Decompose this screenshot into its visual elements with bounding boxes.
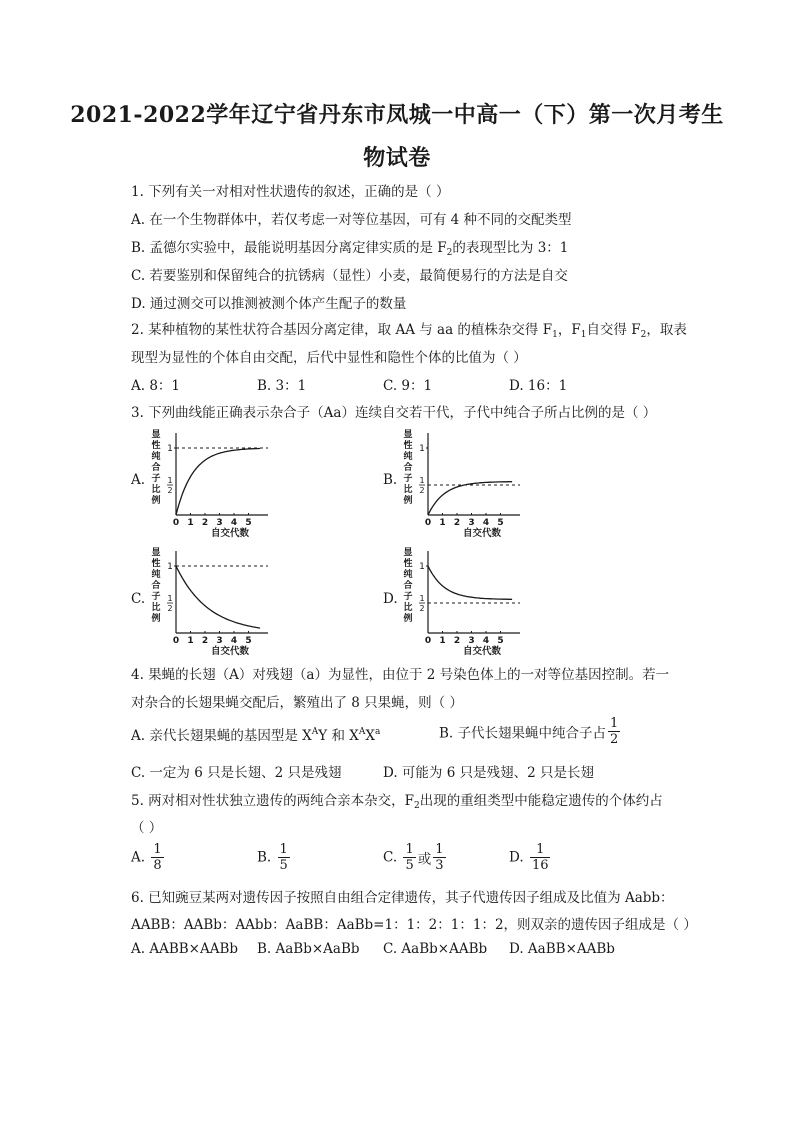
q5-a-num: 1: [153, 842, 162, 857]
y-tick-half-num: 1: [419, 594, 425, 603]
q3-graph-c: [148, 545, 278, 657]
y-axis-label-char: 合: [403, 463, 413, 473]
x-tick-label: 5: [497, 518, 504, 528]
x-axis-title: 自交代数: [462, 646, 502, 657]
x-tick-label: 3: [216, 636, 223, 646]
q5-a-den: 8: [153, 858, 162, 873]
x-tick-label: 0: [172, 636, 180, 646]
q1-b-pre: B. 孟德尔实验中，最能说明基因分离定律实质的是 F: [131, 240, 447, 256]
y-tick-half-den: 2: [419, 604, 425, 613]
q3-graph-b: [400, 427, 530, 539]
q6-option-c: C. AaBb×AABb: [383, 941, 488, 957]
q5-c-label: C.: [383, 849, 398, 866]
q6-option-a: A. AABB×AABb: [131, 941, 239, 957]
y-axis-label-char: 纯: [403, 452, 413, 462]
q6-option-b: B. AaBb×AaBb: [257, 941, 360, 957]
q5-d-num: 1: [530, 842, 551, 858]
q4-a-sup2: A: [358, 727, 366, 737]
y-tick-one: 1: [167, 562, 173, 572]
x-tick-label: 5: [245, 518, 252, 528]
y-axis-label-char: 性: [151, 441, 161, 451]
q4-a-pre: A. 亲代长翅果蝇的基因型是 X: [131, 728, 312, 744]
y-axis-label-char: 例: [151, 496, 161, 506]
q5-c-or: 或: [417, 851, 432, 868]
page-title-line1: 2021-2022学年辽宁省丹东市凤城一中高一（下）第一次月考生: [70, 102, 724, 128]
curve: [176, 566, 260, 628]
y-tick-half-num: 1: [167, 476, 173, 485]
y-axis-label-char: 子: [151, 592, 161, 602]
q4-option-c: C. 一定为 6 只是长翅、2 只是残翅: [131, 765, 342, 781]
x-tick-label: 3: [468, 518, 475, 528]
y-axis-label-char: 子: [151, 474, 161, 484]
q2-option-d: D. 16：1: [509, 378, 568, 394]
y-axis-label-char: 合: [151, 581, 161, 591]
y-tick-one: 1: [167, 444, 173, 454]
q2-stem-pre: 2. 某种植物的某性状符合基因分离定律，取 AA 与 aa 的植株杂交得 F: [131, 322, 553, 338]
x-axis-title: 自交代数: [210, 646, 250, 657]
x-tick-label: 5: [245, 636, 252, 646]
x-tick-label: 1: [187, 636, 194, 646]
q1-option-d: D. 通过测交可以推测被测个体产生配子的数量: [131, 296, 407, 312]
q5-c-num2: 1: [435, 842, 444, 857]
y-tick-one: 1: [419, 444, 425, 454]
x-tick-label: 1: [439, 636, 446, 646]
q1-b-post: 的表现型比为 3：1: [452, 240, 569, 256]
y-axis-label-char: 子: [403, 592, 413, 602]
q5-stem-pre: 5. 两对相对性状独立遗传的两纯合亲本杂交，F: [131, 793, 415, 809]
curve: [428, 482, 512, 515]
q4-b-den: 2: [610, 732, 619, 747]
q5-c-den1: 5: [405, 858, 414, 873]
y-axis-label-char: 纯: [151, 570, 161, 580]
q5-b-fraction: [278, 842, 290, 873]
q4-a-sup3: a: [374, 727, 381, 737]
q5-option-a: [131, 842, 166, 873]
y-axis-label-char: 显: [151, 430, 161, 440]
q1-stem: 1. 下列有关一对相对性状遗传的叙述，正确的是（ ）: [131, 184, 450, 200]
y-tick-one: 1: [419, 562, 425, 572]
q2-sub-2: 2: [640, 330, 647, 340]
q4-b-num: 1: [610, 716, 619, 731]
q4-a-sup1: A: [311, 727, 319, 737]
y-axis-label-char: 性: [151, 559, 161, 569]
q2-stem-line1: [131, 318, 687, 340]
y-axis-label-char: 比: [151, 603, 161, 613]
q5-stem-sub: 2: [414, 801, 420, 811]
y-axis-label-char: 纯: [403, 570, 413, 580]
q3-stem: 3. 下列曲线能正确表示杂合子（Aa）连续自交若干代，子代中纯合子所占比例的是（ ）: [131, 405, 657, 421]
y-axis-label-char: 例: [151, 614, 161, 624]
q1-b-sub: 2: [446, 248, 453, 258]
x-tick-label: 4: [482, 636, 490, 646]
q3-graph-d: [400, 545, 530, 657]
q2-option-c: C. 9：1: [383, 378, 433, 394]
x-tick-label: 4: [230, 636, 238, 646]
q5-b-den: 5: [279, 858, 288, 873]
curve: [176, 449, 260, 516]
q3-graph-a: [148, 427, 278, 539]
x-axis-title: 自交代数: [462, 528, 502, 539]
q3-graph-a-label: A.: [131, 472, 146, 488]
q5-c-num1: 1: [405, 842, 414, 857]
x-axis-title: 自交代数: [210, 528, 250, 539]
y-axis-label-char: 合: [403, 581, 413, 591]
q2-sub-1b: 1: [580, 330, 587, 340]
y-axis-label-char: 显: [151, 548, 161, 558]
x-tick-label: 2: [453, 636, 461, 646]
q5-d-den: 16: [531, 858, 549, 873]
q5-stem-line2: （ ）: [131, 820, 163, 836]
q2-stem-mid2: 自交得 F: [586, 322, 641, 338]
q5-option-b: [257, 842, 292, 873]
q6-option-d: D. AaBB×AABb: [509, 941, 615, 957]
x-tick-label: 4: [230, 518, 238, 528]
q1-option-a: A. 在一个生物群体中，若仅考虑一对等位基因，可有 4 种不同的交配类型: [131, 212, 572, 228]
q1-option-b: [131, 236, 568, 258]
q5-d-label: D.: [509, 849, 524, 866]
q4-stem-line2: 对杂合的长翅果蝇交配后，繁殖出了 8 只果蝇，则（ ）: [131, 695, 463, 711]
q5-c-fraction-1: [403, 842, 415, 873]
q2-sub-1a: 1: [552, 330, 558, 340]
q4-a-mid: Y 和 X: [318, 728, 359, 744]
q4-a-mid2: X: [365, 728, 375, 744]
x-tick-label: 2: [453, 518, 461, 528]
q2-stem-mid: ，F: [557, 322, 581, 338]
y-axis-label-char: 例: [403, 614, 413, 624]
q3-graph-b-label: B.: [383, 472, 398, 488]
q5-option-c: [383, 842, 448, 873]
q5-c-fraction-2: [433, 842, 445, 873]
q5-c-den2: 3: [435, 858, 444, 873]
y-axis-label-char: 显: [403, 430, 413, 440]
q5-a-label: A.: [131, 849, 146, 866]
q4-b-fraction: [608, 716, 620, 747]
q1-option-c: C. 若要鉴别和保留纯合的抗锈病（显性）小麦，最简便易行的方法是自交: [131, 268, 568, 284]
x-tick-label: 0: [424, 518, 432, 528]
q5-b-num: 1: [279, 842, 288, 857]
q6-stem-line1: 6. 已知豌豆某两对遗传因子按照自由组合定律遗传，其子代遗传因子组成及比值为 Aabb：: [131, 890, 674, 906]
q2-option-b: B. 3：1: [257, 378, 307, 394]
y-tick-half-num: 1: [419, 476, 425, 485]
y-tick-half-den: 2: [167, 604, 173, 613]
x-tick-label: 3: [468, 636, 475, 646]
x-tick-label: 2: [201, 518, 209, 528]
y-tick-half-den: 2: [167, 486, 173, 495]
y-axis-label-char: 纯: [151, 452, 161, 462]
x-tick-label: 3: [216, 518, 223, 528]
y-tick-half-den: 2: [419, 486, 425, 495]
q2-option-a: A. 8：1: [131, 378, 181, 394]
x-tick-label: 1: [187, 518, 194, 528]
x-tick-label: 1: [439, 518, 446, 528]
q3-graph-c-label: C.: [131, 591, 146, 607]
q6-stem-line2: AABB：AABb：AAbb：AaBB：AaBb=1：1：2：1：1：2，则双亲的遗传因子组成是（ ）: [131, 917, 697, 933]
q2-stem-post: ，取表: [646, 322, 687, 338]
y-axis-label-char: 例: [403, 496, 413, 506]
page-title-line2: 物试卷: [363, 145, 431, 171]
curve: [428, 566, 512, 599]
q5-d-fraction: [530, 842, 551, 873]
q3-graph-d-label: D.: [383, 591, 398, 607]
q5-b-label: B.: [257, 849, 272, 866]
q5-option-d: [509, 842, 552, 873]
q4-stem-line1: 4. 果蝇的长翅（A）对残翅（a）为显性，由位于 2 号染色体上的一对等位基因控制。若一: [131, 667, 670, 683]
y-axis-label-char: 性: [403, 559, 413, 569]
y-axis-label-char: 显: [403, 548, 413, 558]
x-tick-label: 0: [172, 518, 180, 528]
y-tick-half-num: 1: [167, 594, 173, 603]
q4-option-b: [439, 716, 622, 747]
q4-b-pre: B. 子代长翅果蝇中纯合子占: [439, 725, 607, 742]
q2-stem-line2: 现型为显性的个体自由交配，后代中显性和隐性个体的比值为（ ）: [131, 350, 527, 366]
q5-stem-line1: [131, 789, 663, 811]
q4-option-d: D. 可能为 6 只是残翅、2 只是长翅: [383, 765, 594, 781]
y-axis-label-char: 比: [151, 485, 161, 495]
q4-option-a: [131, 724, 380, 744]
y-axis-label-char: 比: [403, 485, 413, 495]
q5-stem-post: 出现的重组类型中能稳定遗传的个体约占: [419, 793, 663, 809]
q5-a-fraction: [151, 842, 163, 873]
y-axis-label-char: 合: [151, 463, 161, 473]
x-tick-label: 5: [497, 636, 504, 646]
y-axis-label-char: 子: [403, 474, 413, 484]
x-tick-label: 2: [201, 636, 209, 646]
x-tick-label: 4: [482, 518, 490, 528]
y-axis-label-char: 性: [403, 441, 413, 451]
y-axis-label-char: 比: [403, 603, 413, 613]
x-tick-label: 0: [424, 636, 432, 646]
